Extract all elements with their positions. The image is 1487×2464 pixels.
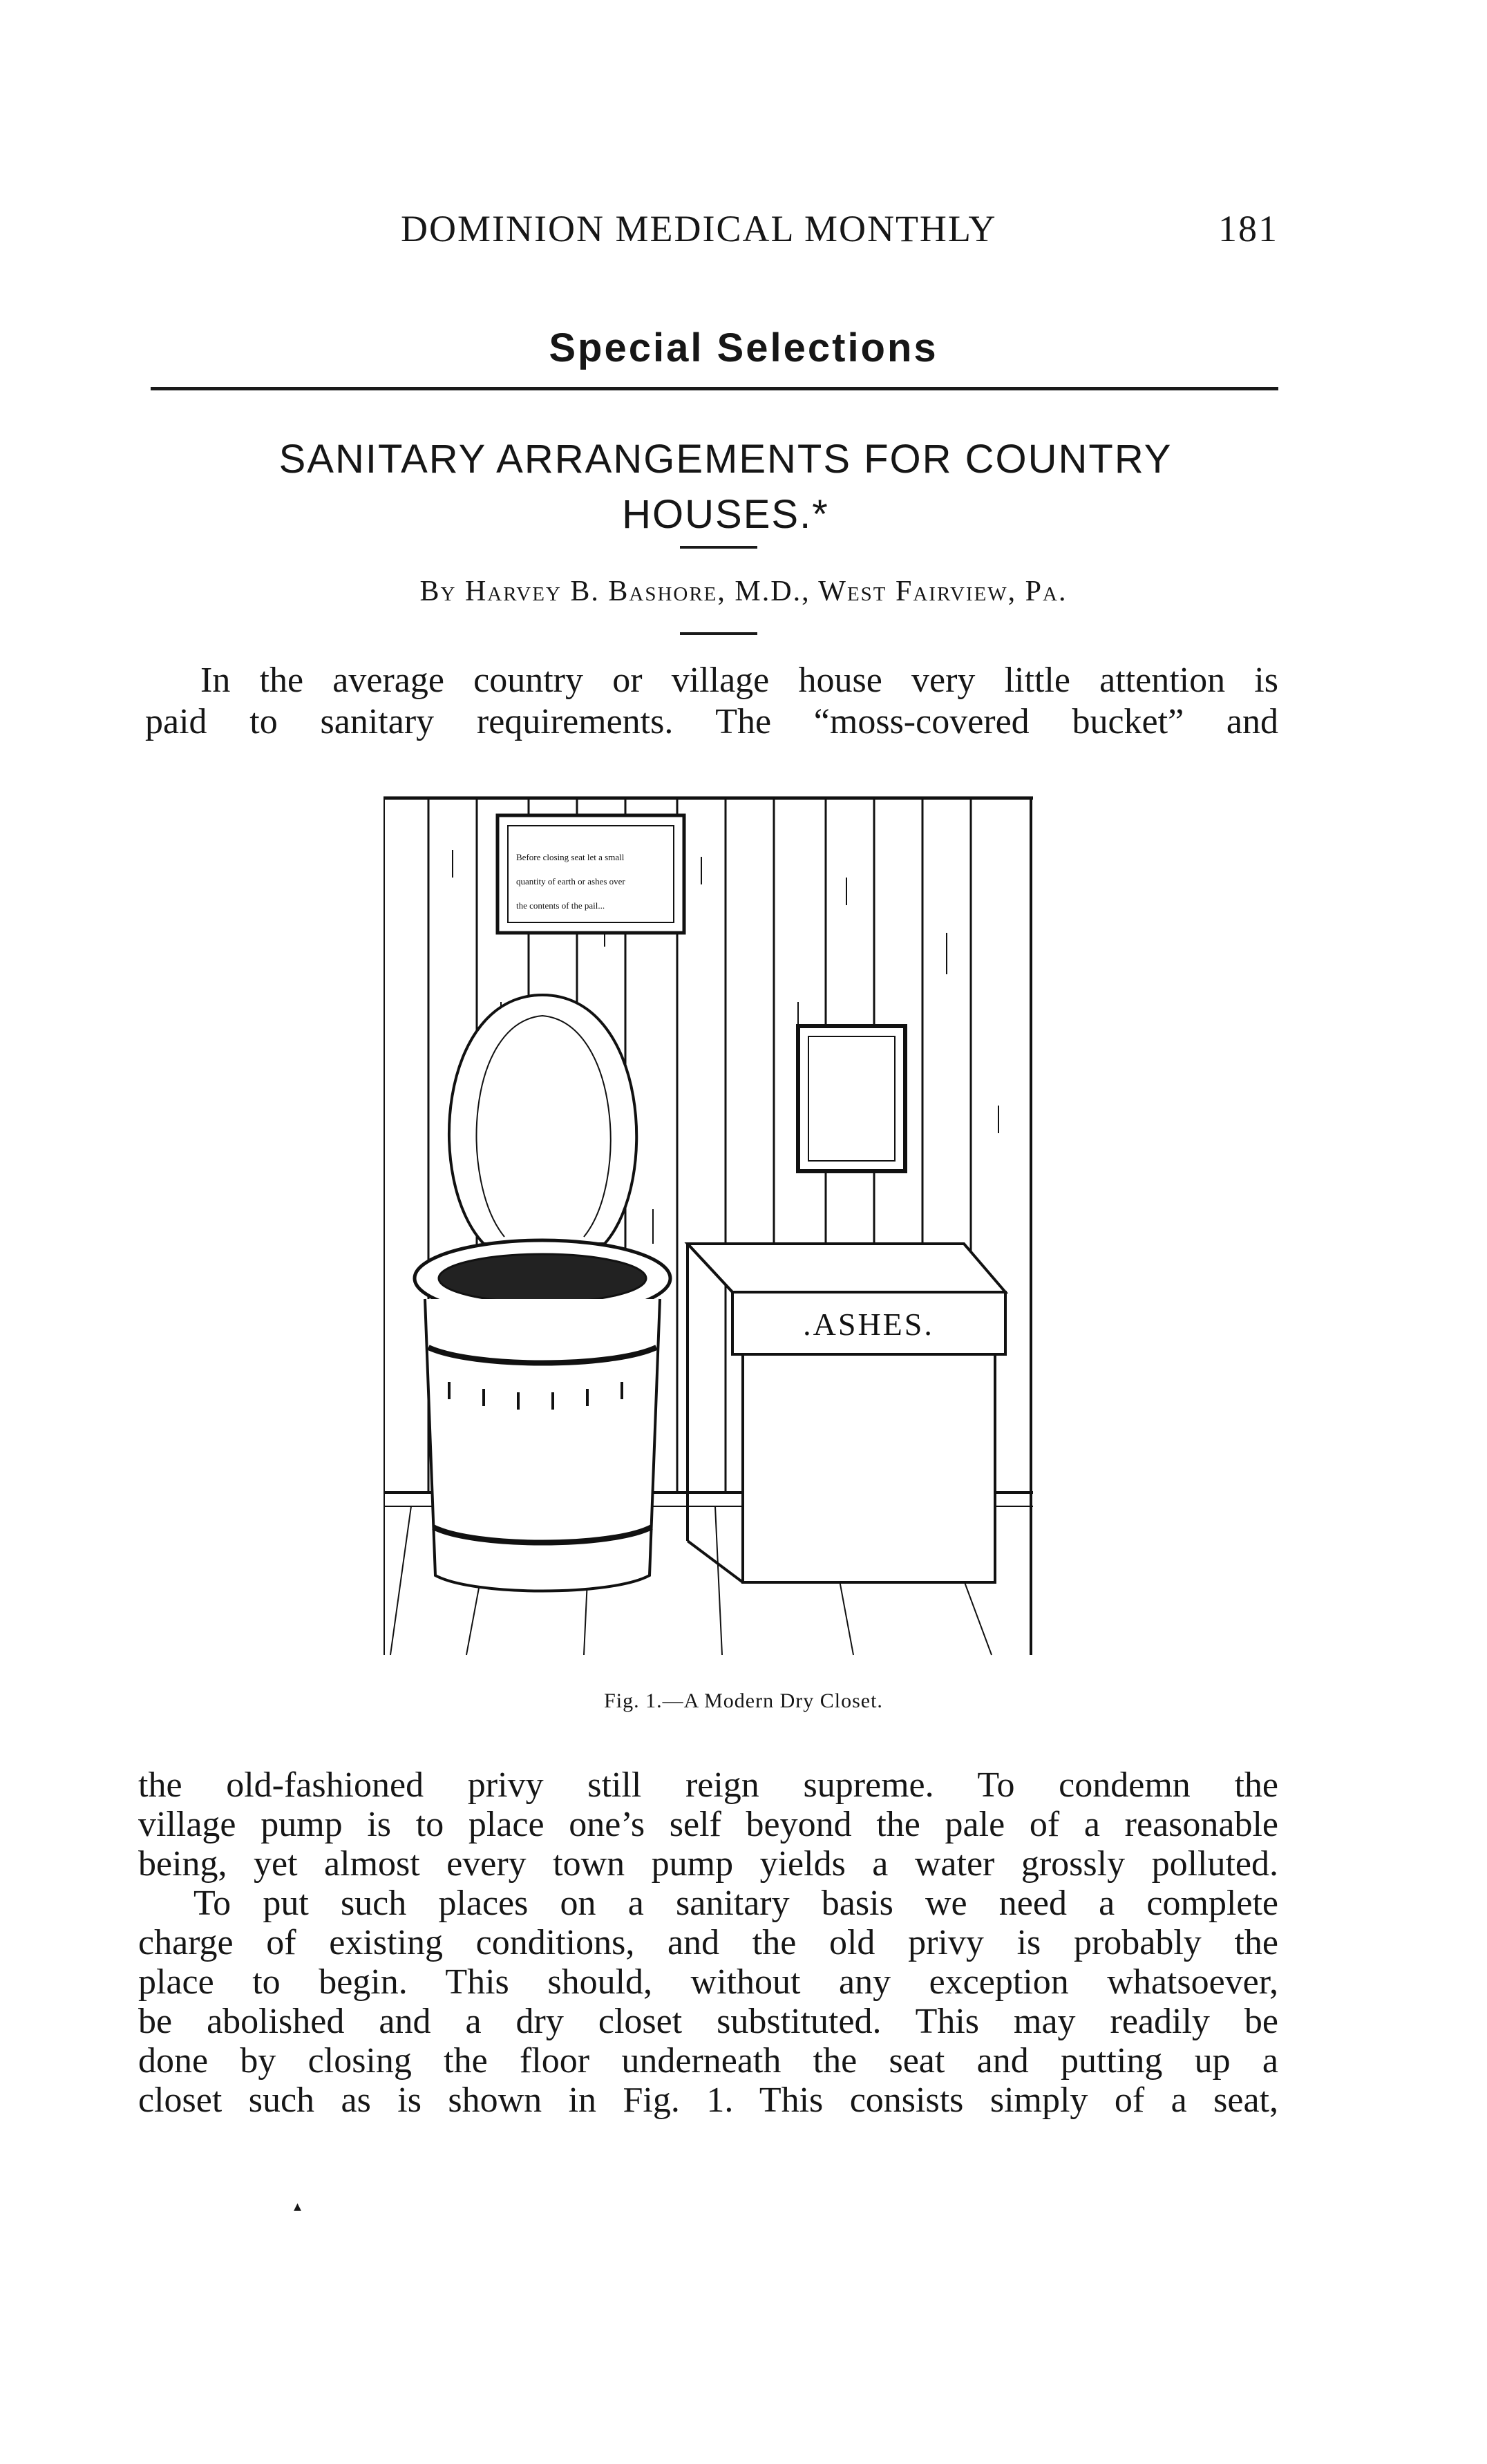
- sign-line-3: the contents of the pail...: [516, 900, 605, 911]
- article-title: [173, 432, 1278, 542]
- article-title-line-1: SANITARY ARRANGEMENTS FOR COUNTRY: [278, 437, 1173, 482]
- text-line: To put such places on a sanitary basis we need a complete: [193, 1884, 1278, 1923]
- byline: By Harvey B. Bashore, M.D., West Fairview, Pa.: [419, 576, 1068, 607]
- byline-rule: [680, 632, 757, 635]
- page-number: 181: [1218, 208, 1278, 249]
- text-line: In the average country or village house very little attention is: [200, 661, 1278, 700]
- intro-paragraph: [145, 660, 1278, 743]
- text-line: being, yet almost every town pump yields a water grossly polluted.: [138, 1844, 1278, 1884]
- section-title: Special Selections: [549, 325, 938, 370]
- ashes-box-label: .ASHES.: [803, 1307, 934, 1342]
- figure-dry-closet: [383, 795, 1033, 1662]
- sign-line-2: quantity of earth or ashes over: [516, 876, 625, 887]
- title-rule: [680, 546, 757, 549]
- body-paragraph: [138, 1765, 1278, 2120]
- text-line: place to begin. This should, without any exception whatsoever,: [138, 1962, 1278, 2002]
- text-line: closet such as is shown in Fig. 1. This consists simply of a seat,: [138, 2081, 1278, 2120]
- text-line: done by closing the floor underneath the seat and putting up a: [138, 2041, 1278, 2081]
- text-line: village pump is to place one’s self beyond the pale of a reasonable: [138, 1805, 1278, 1844]
- sign-line-1: Before closing seat let a small: [516, 852, 625, 862]
- text-line: be abolished and a dry closet substituted. This may readily be: [138, 2002, 1278, 2041]
- text-line: the old-fashioned privy still reign supreme. To condemn the: [138, 1765, 1278, 1805]
- section-rule: [151, 387, 1278, 390]
- text-line: paid to sanitary requirements. The “moss-covered bucket” and: [145, 702, 1278, 741]
- figure-caption: Fig. 1.—A Modern Dry Closet.: [604, 1689, 883, 1712]
- article-title-line-2: HOUSES.*: [622, 492, 829, 537]
- text-line: charge of existing conditions, and the old privy is probably the: [138, 1923, 1278, 1962]
- dry-closet-illustration: [383, 795, 1033, 1662]
- journal-title: DOMINION MEDICAL MONTHLY: [401, 208, 997, 249]
- printer-mark: ▴: [294, 2197, 302, 2215]
